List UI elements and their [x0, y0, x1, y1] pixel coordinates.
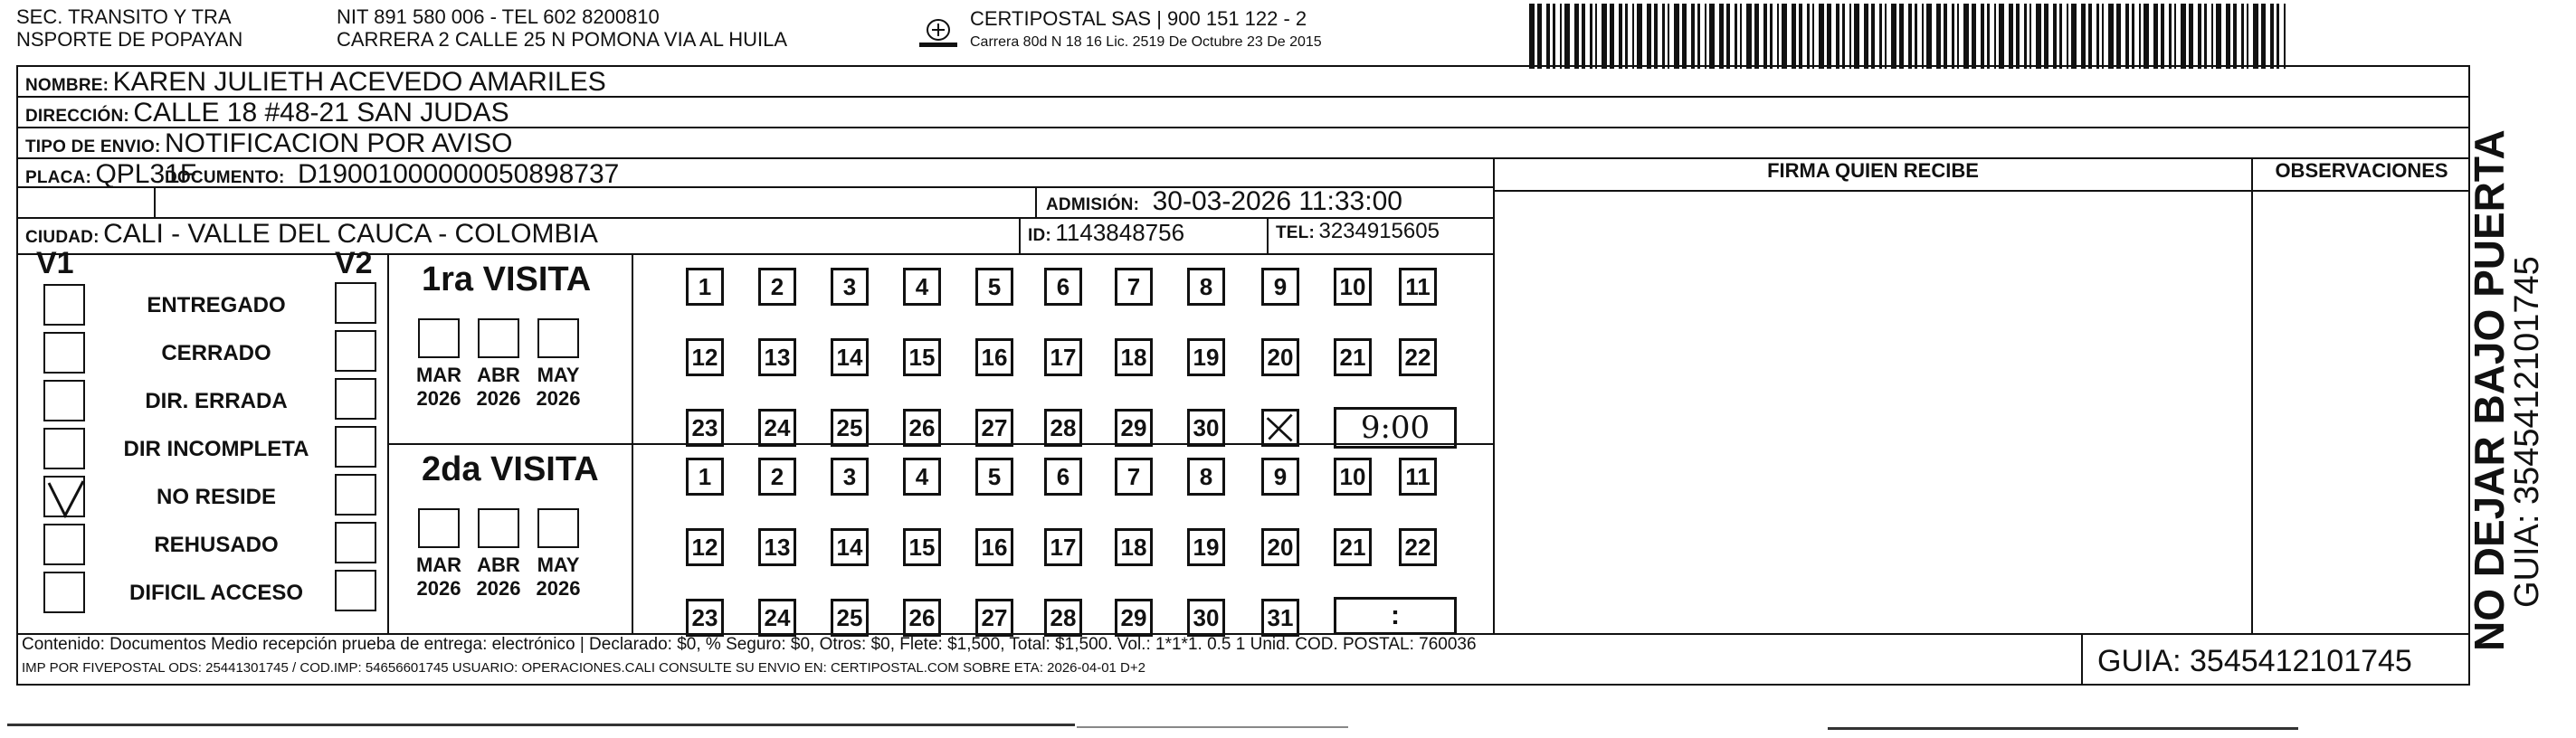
- v2-checkbox[interactable]: [335, 378, 376, 420]
- day-box[interactable]: 23: [686, 409, 724, 447]
- day-box[interactable]: 2: [758, 458, 796, 496]
- visit2-time-field[interactable]: :: [1334, 597, 1457, 635]
- cut-line: [7, 724, 1075, 726]
- day-box[interactable]: 7: [1115, 268, 1153, 306]
- day-box[interactable]: 9: [1261, 268, 1299, 306]
- visit1-time-field[interactable]: 9:00: [1334, 407, 1457, 449]
- day-box[interactable]: 26: [903, 599, 941, 637]
- cut-line: [1828, 727, 2298, 730]
- day-box[interactable]: 21: [1334, 528, 1372, 566]
- v2-checkbox[interactable]: [335, 474, 376, 516]
- day-box[interactable]: 28: [1044, 599, 1082, 637]
- day-box[interactable]: 15: [903, 338, 941, 376]
- day-box[interactable]: 18: [1115, 528, 1153, 566]
- status-label: REHUSADO: [154, 533, 279, 557]
- day-box[interactable]: 13: [758, 338, 796, 376]
- day-box[interactable]: 9: [1261, 458, 1299, 496]
- month-label: ABR 2026: [476, 364, 521, 410]
- day-box[interactable]: 19: [1187, 338, 1225, 376]
- month-checkbox[interactable]: [418, 318, 460, 358]
- day-box[interactable]: 11: [1399, 268, 1437, 306]
- day-box[interactable]: 13: [758, 528, 796, 566]
- day-box[interactable]: 17: [1044, 528, 1082, 566]
- city-label: CIUDAD:: [25, 228, 100, 247]
- day-box[interactable]: 23: [686, 599, 724, 637]
- day-box[interactable]: 8: [1187, 268, 1225, 306]
- observations-label: OBSERVACIONES: [2275, 159, 2448, 182]
- day-box[interactable]: 22: [1399, 338, 1437, 376]
- day-box[interactable]: 15: [903, 528, 941, 566]
- day-box[interactable]: 31: [1261, 599, 1299, 637]
- status-label: CERRADO: [161, 341, 271, 365]
- day-box[interactable]: 3: [831, 458, 869, 496]
- months-divider: [387, 253, 389, 633]
- month-label: ABR 2026: [476, 554, 521, 600]
- day-box[interactable]: [1261, 409, 1299, 447]
- v1-label: V1: [36, 246, 74, 280]
- day-box[interactable]: 5: [975, 458, 1013, 496]
- day-box[interactable]: 30: [1187, 409, 1225, 447]
- type-label: TIPO DE ENVIO:: [25, 137, 161, 156]
- document-cell: [165, 159, 619, 190]
- day-box[interactable]: 14: [831, 528, 869, 566]
- signature-divider: [1493, 157, 1495, 633]
- observations-divider: [2251, 157, 2253, 633]
- day-box[interactable]: 21: [1334, 338, 1372, 376]
- month-label: MAY 2026: [536, 554, 581, 600]
- guia-divider: [2081, 633, 2083, 686]
- day-box[interactable]: 17: [1044, 338, 1082, 376]
- carrier-address: Carrera 80d N 18 16 Lic. 2519 De Octubre 23 De 2015: [970, 34, 1322, 50]
- id-cell: [1028, 219, 1184, 247]
- cut-line: [1077, 726, 1348, 728]
- type-row: [25, 128, 513, 159]
- day-box[interactable]: 6: [1044, 268, 1082, 306]
- carrier-info: [970, 7, 1322, 51]
- admission-label: ADMISIÓN:: [1046, 195, 1140, 214]
- plate-label: PLACA:: [25, 168, 91, 187]
- sender-contact: [337, 5, 787, 51]
- sender-address: CARRERA 2 CALLE 25 N POMONA VIA AL HUILA: [337, 28, 788, 51]
- no-slip-under-door-warning: NO DEJAR BAJO PUERTA: [2466, 129, 2513, 651]
- id-value: 1143848756: [1055, 219, 1185, 246]
- day-box[interactable]: 27: [975, 409, 1013, 447]
- cell-divider: [1019, 217, 1021, 253]
- row-divider: [1495, 190, 2470, 192]
- month-label: MAR 2026: [415, 554, 462, 600]
- day-box[interactable]: 20: [1261, 338, 1299, 376]
- v2-checkbox[interactable]: [335, 522, 376, 563]
- carrier-name: CERTIPOSTAL SAS | 900 151 122 - 2: [970, 7, 1307, 30]
- day-box[interactable]: 1: [686, 268, 724, 306]
- visit2-title: 2da VISITA: [422, 450, 599, 488]
- month-checkbox[interactable]: [478, 508, 519, 548]
- month-label: MAY 2026: [536, 364, 581, 410]
- v1-checkbox[interactable]: [43, 428, 85, 469]
- side-guia-number: GUIA: 3545412101745: [2508, 256, 2546, 608]
- day-box[interactable]: 27: [975, 599, 1013, 637]
- name-label: NOMBRE:: [25, 76, 109, 95]
- document-label: DOCUMENTO:: [165, 168, 285, 187]
- sender-name-line1: SEC. TRANSITO Y TRA: [16, 5, 232, 28]
- day-box[interactable]: 16: [975, 528, 1013, 566]
- status-label: ENTREGADO: [147, 293, 286, 317]
- receiver-signature-label: FIRMA QUIEN RECIBE: [1767, 159, 1979, 182]
- day-box[interactable]: 12: [686, 528, 724, 566]
- name-row: [25, 67, 606, 98]
- v2-checkbox[interactable]: [335, 426, 376, 468]
- month-checkbox[interactable]: [537, 508, 579, 548]
- city-value: CALI - VALLE DEL CAUCA - COLOMBIA: [103, 219, 598, 249]
- day-box[interactable]: 29: [1115, 599, 1153, 637]
- v1-checkbox[interactable]: [43, 284, 85, 326]
- row-divider: [16, 253, 1495, 255]
- print-info-line: IMP POR FIVEPOSTAL ODS: 25441301745 / COD.IMP: 54656601745 USUARIO: OPERACIONES.CALI CONSULTE SU ENVIO EN: CERTIPOSTAL.COM SOBRE ETA: 2026-04-01 D+2: [22, 660, 1145, 676]
- month-checkbox[interactable]: [478, 318, 519, 358]
- day-box[interactable]: 2: [758, 268, 796, 306]
- day-box[interactable]: 30: [1187, 599, 1225, 637]
- v1-checkbox[interactable]: [43, 572, 85, 613]
- status-label: DIR. ERRADA: [145, 389, 288, 413]
- tel-cell: [1276, 219, 1440, 244]
- day-box[interactable]: 10: [1334, 268, 1372, 306]
- status-label: DIR INCOMPLETA: [123, 437, 309, 461]
- v1-checkbox[interactable]: [43, 524, 85, 565]
- status-label: NO RESIDE: [156, 485, 277, 509]
- sender-nit: NIT 891 580 006 - TEL 602 8200810: [337, 5, 660, 28]
- month-checkbox[interactable]: [418, 508, 460, 548]
- v1-checkbox[interactable]: [43, 476, 85, 517]
- day-box[interactable]: 4: [903, 268, 941, 306]
- day-box[interactable]: 8: [1187, 458, 1225, 496]
- id-label: ID:: [1028, 226, 1051, 245]
- contents-line: Contenido: Documentos Medio recepción prueba de entrega: electrónico | Declarado: $0, % Seguro: $0, Otros: $0, Flete: $1,500, Total: $1,500. Vol.: 1*1*1. 0.5 1 Unid. COD. POSTAL: 760036: [22, 635, 1477, 654]
- day-box[interactable]: 14: [831, 338, 869, 376]
- address-label: DIRECCIÓN:: [25, 107, 129, 126]
- day-box[interactable]: 6: [1044, 458, 1082, 496]
- day-box[interactable]: 28: [1044, 409, 1082, 447]
- barcode: [1527, 4, 2295, 69]
- cell-divider: [154, 186, 156, 217]
- month-label: MAR 2026: [415, 364, 462, 410]
- v2-label: V2: [335, 246, 373, 280]
- day-box[interactable]: 11: [1399, 458, 1437, 496]
- day-box[interactable]: 24: [758, 409, 796, 447]
- day-box[interactable]: 16: [975, 338, 1013, 376]
- sender-name-line2: NSPORTE DE POPAYAN: [16, 28, 243, 51]
- day-box[interactable]: 26: [903, 409, 941, 447]
- day-box[interactable]: 25: [831, 599, 869, 637]
- day-box[interactable]: 20: [1261, 528, 1299, 566]
- guia-number: GUIA: 3545412101745: [2097, 644, 2412, 678]
- admission-cell: [1046, 186, 1402, 217]
- v2-checkbox[interactable]: [335, 330, 376, 372]
- status-label: DIFICIL ACCESO: [128, 581, 303, 605]
- type-value: NOTIFICACION POR AVISO: [165, 128, 513, 158]
- admission-value: 30-03-2026 11:33:00: [1152, 186, 1402, 216]
- day-box[interactable]: 18: [1115, 338, 1153, 376]
- day-box[interactable]: 3: [831, 268, 869, 306]
- day-box[interactable]: 7: [1115, 458, 1153, 496]
- v1-checkbox[interactable]: [43, 332, 85, 374]
- plate-value: QPL31F: [95, 159, 197, 189]
- name-value: KAREN JULIETH ACEVEDO AMARILES: [112, 67, 606, 97]
- carrier-logo-icon: [917, 18, 959, 49]
- v2-checkbox[interactable]: [335, 570, 376, 611]
- day-box[interactable]: 22: [1399, 528, 1437, 566]
- day-box[interactable]: 5: [975, 268, 1013, 306]
- v1-checkbox[interactable]: [43, 380, 85, 421]
- cell-divider: [1267, 217, 1269, 253]
- visit1-title: 1ra VISITA: [422, 260, 592, 298]
- tel-label: TEL:: [1276, 223, 1316, 242]
- day-box[interactable]: 25: [831, 409, 869, 447]
- day-box[interactable]: 24: [758, 599, 796, 637]
- tel-value: 3234915605: [1318, 219, 1440, 243]
- day-box[interactable]: 12: [686, 338, 724, 376]
- v2-checkbox[interactable]: [335, 282, 376, 324]
- day-box[interactable]: 19: [1187, 528, 1225, 566]
- document-value: D19001000000050898737: [298, 159, 620, 189]
- cell-divider: [1035, 186, 1037, 217]
- month-checkbox[interactable]: [537, 318, 579, 358]
- address-value: CALLE 18 #48-21 SAN JUDAS: [133, 98, 509, 128]
- day-box[interactable]: 4: [903, 458, 941, 496]
- day-box[interactable]: 29: [1115, 409, 1153, 447]
- day-box[interactable]: 1: [686, 458, 724, 496]
- day-box[interactable]: 10: [1334, 458, 1372, 496]
- sender-name: [16, 5, 242, 51]
- city-cell: [25, 219, 598, 250]
- address-row: [25, 98, 509, 128]
